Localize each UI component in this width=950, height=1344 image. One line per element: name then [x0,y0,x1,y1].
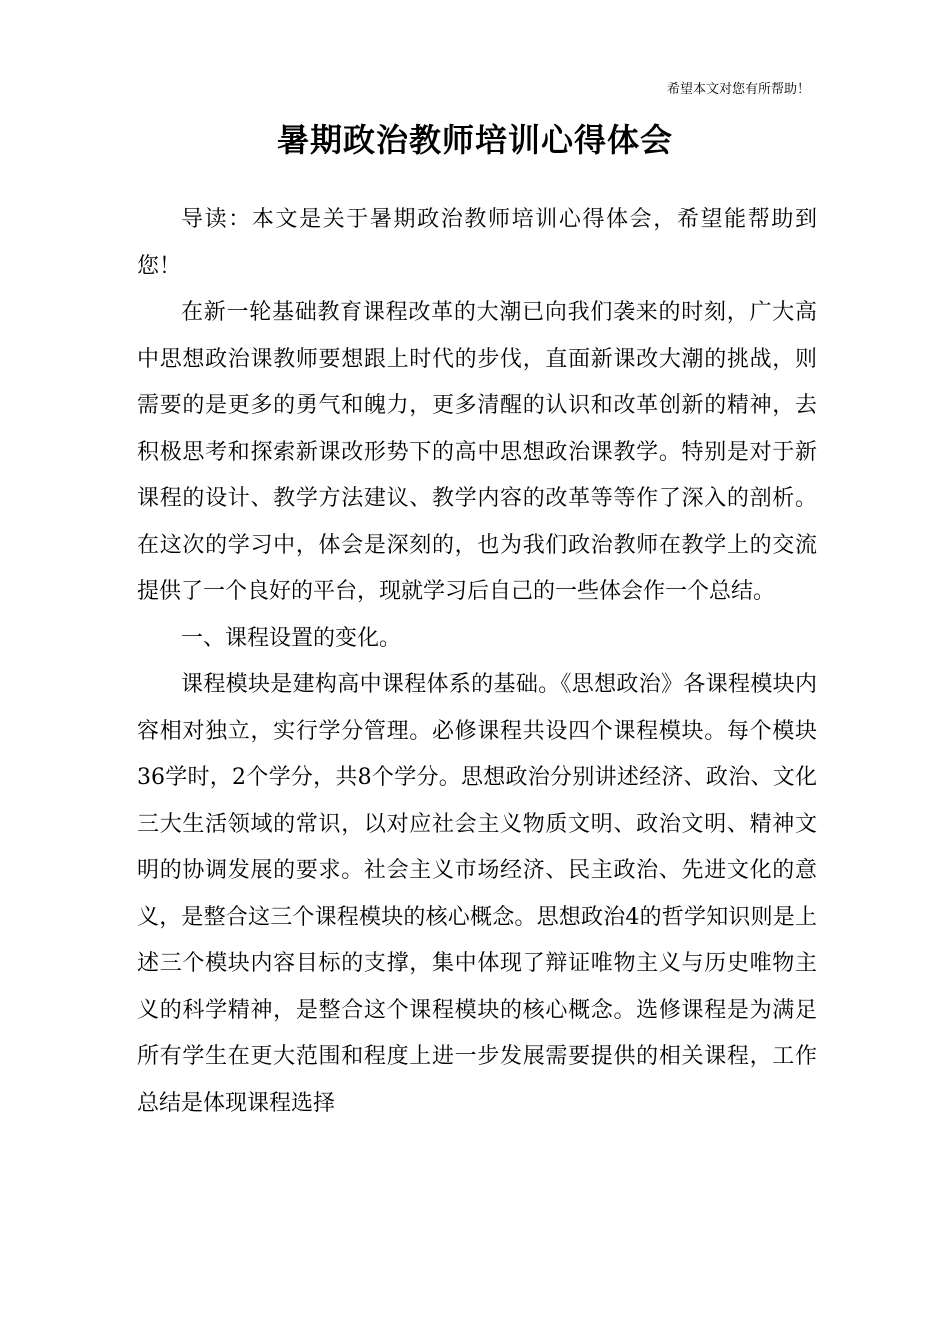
paragraph-2: 课程模块是建构高中课程体系的基础。《思想政治》各课程模块内容相对独立，实行学分管理。必修课程共设四个课程模块。每个模块36学时，2个学分，共8个学分。思想政治分别讲述经济、政治、文化三大生活领域的常识，以对应社会主义物质文明、政治文明、精神文明的协调发展的要求。社会主义市场经济、民主政治、先进文化的意义，是整合这三个课程模块的核心概念。思想政治4的哲学知识则是上述三个模块内容目标的支撑，集中体现了辩证唯物主义与历史唯物主义的科学精神，是整合这个课程模块的核心概念。选修课程是为满足所有学生在更大范围和程度上进一步发展需要提供的相关课程，工作总结是体现课程选择 [137,672,817,1116]
paragraph-1: 在新一轮基础教育课程改革的大潮已向我们袭来的时刻，广大高中思想政治课教师要想跟上时代的步伐，直面新课改大潮的挑战，则需要的是更多的勇气和魄力，更多清醒的认识和改革创新的精神，去积极思考和探索新课改形势下的高中思想政治课教学。特别是对于新课程的设计、教学方法建议、教学内容的改革等等作了深入的剖析。在这次的学习中，体会是深刻的，也为我们政治教师在教学上的交流提供了一个良好的平台，现就学习后自己的一些体会作一个总结。 [137,300,817,604]
section-heading: 一、课程设置的变化。 [181,625,402,651]
header-note: 希望本文对您有所帮助！ [666,82,810,97]
paragraph-intro: 导读：本文是关于暑期政治教师培训心得体会，希望能帮助到您！ [137,207,817,279]
document-body [137,197,817,1127]
document-title: 暑期政治教师培训心得体会 [276,121,673,159]
